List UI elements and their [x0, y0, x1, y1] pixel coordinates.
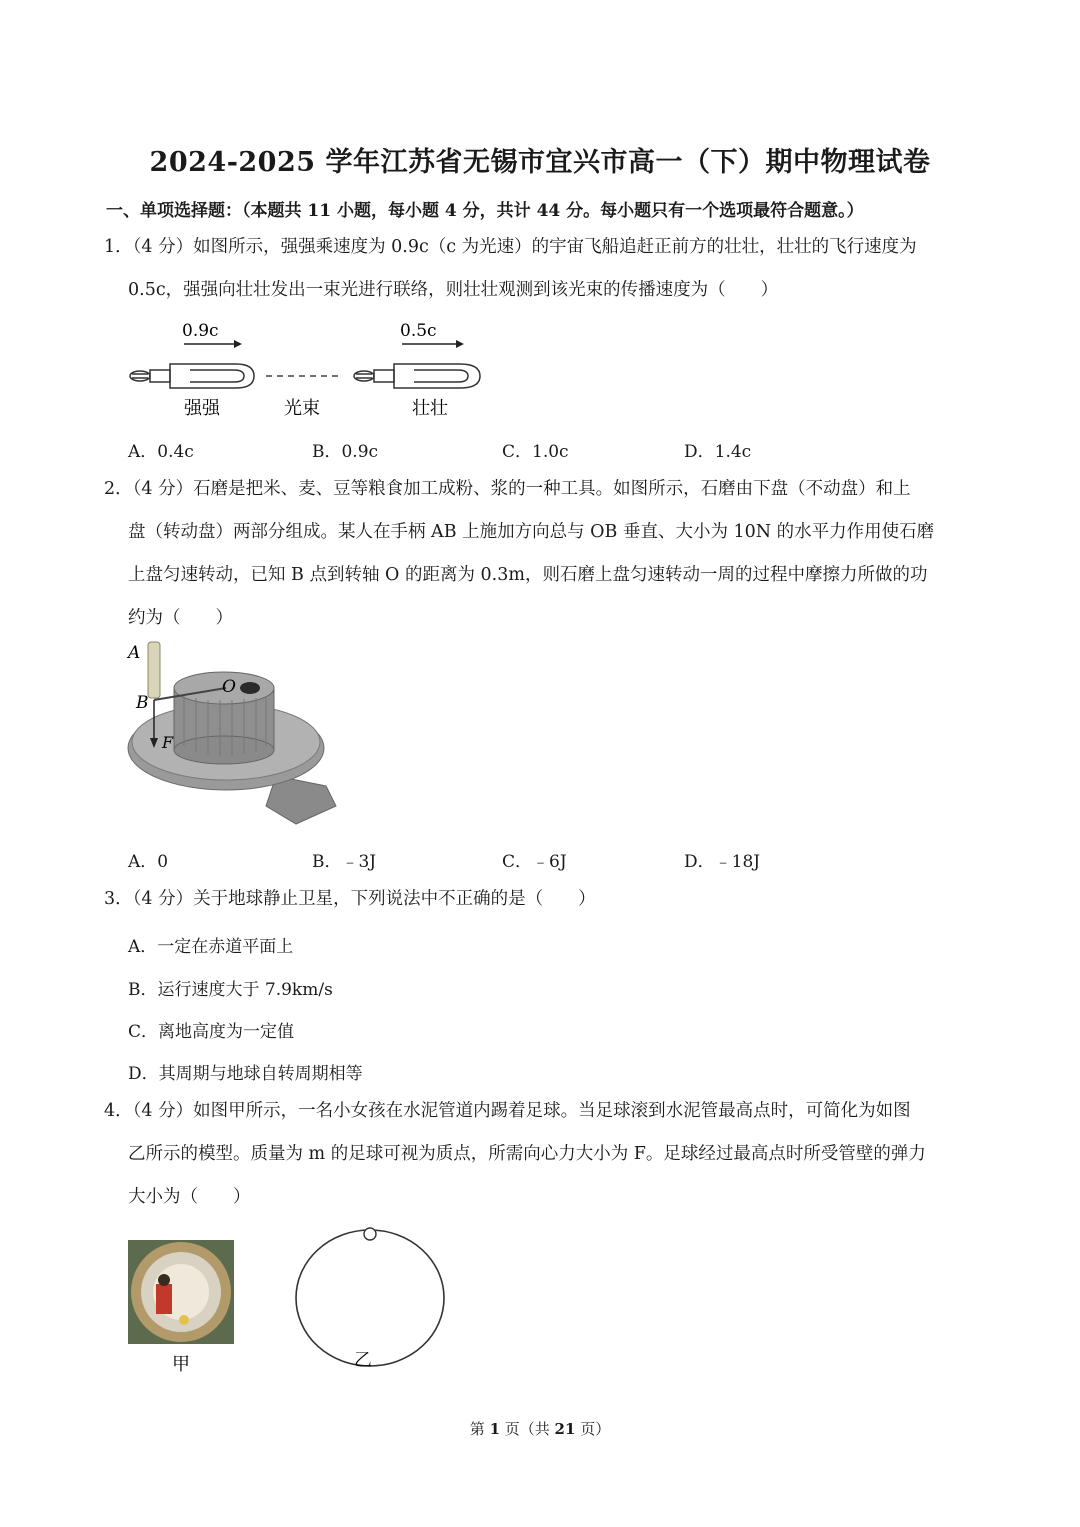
q1-figure-spaceships: [124, 312, 494, 424]
q4-stem-line1: 4．（4 分）如图甲所示，一名小女孩在水泥管道内踢着足球。当足球滚到水泥管最高点时，可简化为如图: [104, 1101, 911, 1121]
q3-option-b: B．运行速度大于 7.9km/s: [128, 980, 333, 1000]
q1-option-c: C．1.0c: [502, 442, 569, 462]
q1-right-arrowhead: [456, 340, 464, 348]
q2-force-label: F: [162, 733, 174, 752]
footer-middle: 页（共: [500, 1420, 555, 1438]
q2-option-a: A．0: [128, 852, 169, 872]
footer-page-number: 1: [489, 1420, 500, 1438]
q1-label-zhuangzhuang: 壮壮: [412, 398, 448, 419]
q2-figure-stone-mill: [126, 636, 342, 832]
q2-stem-line2: 盘（转动盘）两部分组成。某人在手柄 AB 上施加方向总与 OB 垂直、大小为 10N 的水平力作用使石磨: [128, 522, 935, 542]
q4-caption-jia: 甲: [172, 1354, 190, 1375]
exam-title: 2024-2025 学年江苏省无锡市宜兴市高一（下）期中物理试卷: [149, 147, 931, 178]
footer-suffix: 页）: [575, 1420, 611, 1438]
q2-mill-hole: [240, 682, 260, 694]
q1-option-d: D．1.4c: [684, 442, 752, 462]
q1-right-speed-label: 0.5c: [400, 321, 437, 341]
q4-girl: [156, 1284, 172, 1314]
q1-right-spaceship: [354, 364, 480, 388]
q4-pipe-circle: [296, 1230, 444, 1366]
q4-figure-jia-photo: [126, 1236, 236, 1378]
q4-stem-line2: 乙所示的模型。质量为 m 的足球可视为质点，所需向心力大小为 F。足球经过最高点时所受管壁的弹力: [128, 1144, 926, 1164]
q1-left-spaceship: [130, 364, 254, 388]
q1-option-a: A．0.4c: [128, 442, 194, 462]
q2-stem-line3: 上盘匀速转动，已知 B 点到转轴 O 的距离为 0.3m，则石磨上盘匀速转动一周的过程中摩擦力所做的功: [128, 565, 928, 585]
q2-option-c: C．﹣6J: [502, 852, 567, 872]
q1-option-b: B．0.9c: [312, 442, 379, 462]
q4-football: [179, 1315, 189, 1325]
q2-point-b-label: B: [136, 693, 149, 713]
q1-left-speed-label: 0.9c: [182, 321, 219, 341]
q3-stem-line1: 3．（4 分）关于地球静止卫星，下列说法中不正确的是（ ）: [104, 889, 596, 909]
q2-stem-line1: 2．（4 分）石磨是把米、麦、豆等粮食加工成粉、浆的一种工具。如图所示，石磨由下盘（不动盘）和上: [104, 479, 911, 499]
q2-option-d: D．﹣18J: [684, 852, 761, 872]
footer-prefix: 第: [469, 1420, 490, 1438]
q3-option-a: A．一定在赤道平面上: [128, 937, 294, 957]
q4-caption-yi: 乙: [354, 1350, 372, 1371]
q2-point-o-label: O: [222, 677, 236, 697]
page-footer: [0, 1418, 1080, 1439]
q1-left-arrowhead: [234, 340, 242, 348]
q1-label-light-beam: 光束: [284, 398, 320, 419]
q2-stem-line4: 约为（ ）: [128, 608, 233, 628]
q1-stem-line2: 0.5c，强强向壮壮发出一束光进行联络，则壮壮观测到该光束的传播速度为（ ）: [128, 280, 779, 300]
q3-option-c: C．离地高度为一定值: [128, 1022, 295, 1042]
q4-figure-yi-model: [290, 1220, 450, 1380]
q3-option-d: D．其周期与地球自转周期相等: [128, 1064, 363, 1084]
q4-ball-at-top: [364, 1228, 376, 1240]
q2-handle-ab: [148, 642, 160, 698]
q1-label-qiangqiang: 强强: [184, 398, 220, 419]
footer-total-pages: 21: [554, 1420, 576, 1438]
q2-option-b: B．﹣3J: [312, 852, 377, 872]
section-heading: 一、单项选择题：（本题共 11 小题，每小题 4 分，共计 44 分。每小题只有一个选项最符合题意。）: [106, 201, 864, 221]
q2-point-a-label: A: [128, 643, 141, 663]
q4-stem-line3: 大小为（ ）: [128, 1187, 251, 1207]
q1-stem-line1: 1．（4 分）如图所示，强强乘速度为 0.9c（c 为光速）的宇宙飞船追赶正前方的壮壮，壮壮的飞行速度为: [104, 237, 917, 257]
